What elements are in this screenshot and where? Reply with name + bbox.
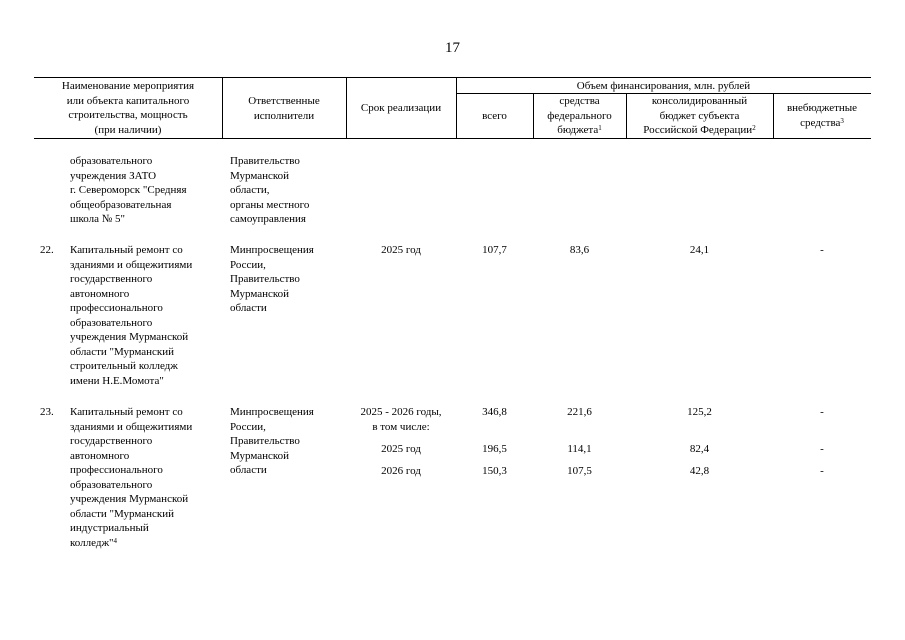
row-name-cell — [70, 243, 192, 388]
row-text: государственного — [70, 273, 153, 285]
header-text: всего — [482, 110, 507, 122]
row-text: Минпросвещения — [230, 244, 314, 256]
row-text: профессионального — [70, 302, 163, 314]
row-text: строительный колледж — [70, 360, 178, 372]
row-text: Правительство — [230, 435, 300, 447]
header-regional-cell — [626, 94, 773, 138]
row-text: школа № 5" — [70, 213, 125, 225]
header-text: Срок реализации — [360, 102, 442, 114]
row-text: имени Н.Е.Момота" — [70, 374, 164, 387]
row-text: г. Североморск "Средняя — [70, 184, 187, 196]
row-period: 2025 год — [381, 443, 421, 455]
row-text: области "Мурманский — [70, 507, 175, 520]
row-executors-cell — [230, 243, 314, 316]
header-executors-cell — [222, 94, 346, 123]
row-number: 22. — [40, 244, 54, 256]
row-text: России, — [230, 420, 266, 433]
header-text: или объекта капитального — [66, 94, 190, 107]
row-regional: 125,2 — [687, 406, 712, 418]
header-federal-cell — [533, 94, 626, 138]
row-text: образовательного — [70, 155, 153, 167]
row-text: области "Мурманский — [70, 345, 175, 358]
header-text: Российской Федерации — [643, 124, 753, 136]
row-number: 23. — [40, 406, 54, 418]
row-text: Правительство — [230, 155, 300, 167]
header-top-rule — [34, 77, 871, 78]
row-executors-cell — [230, 154, 309, 227]
row-period: 2025 год — [381, 244, 421, 256]
header-text: Ответственные — [248, 95, 320, 107]
header-name-cell — [34, 79, 222, 137]
header-text: средства — [559, 95, 600, 107]
header-text: строительства, мощность — [68, 109, 188, 121]
row-regional: 82,4 — [689, 443, 710, 455]
header-text: консолидированный — [651, 95, 748, 107]
row-text: Мурманской — [230, 169, 290, 182]
header-text: средства — [800, 116, 841, 129]
header-offbudget-cell — [773, 101, 871, 130]
row-regional: 42,8 — [689, 465, 710, 477]
row-offbudget: - — [820, 465, 824, 477]
header-text: бюджета — [557, 124, 599, 136]
row-federal: 107,5 — [567, 465, 592, 477]
row-text: России, — [230, 258, 266, 271]
header-text: внебюджетные — [786, 102, 858, 114]
row-federal: 221,6 — [567, 406, 592, 418]
row-text: Мурманской — [230, 449, 290, 462]
row-text: колледж" — [70, 536, 114, 549]
row-period: 2026 год — [381, 465, 421, 477]
row-text: государственного — [70, 435, 153, 447]
header-funding-group — [456, 79, 871, 94]
row-period — [346, 405, 456, 434]
row-text: области, — [230, 184, 270, 196]
header-text: бюджет субъекта — [659, 109, 740, 122]
row-total: 346,8 — [482, 406, 507, 418]
row-text: области — [230, 302, 267, 314]
row-name-cell — [70, 154, 187, 227]
header-text: Наименование мероприятия — [61, 80, 195, 92]
row-executors-cell — [230, 405, 314, 478]
row-name-cell — [70, 405, 192, 550]
row-text: зданиями и общежитиями — [70, 258, 193, 271]
row-text: Капитальный ремонт со — [70, 406, 183, 418]
footnote-mark: 1 — [598, 124, 602, 132]
row-text: самоуправления — [230, 213, 306, 225]
header-text: Объем финансирования, млн. рублей — [576, 80, 751, 92]
row-text: 2025 - 2026 годы, — [360, 406, 442, 418]
row-offbudget: - — [820, 244, 824, 256]
row-text: органы местного — [230, 198, 310, 211]
footnote-mark: 2 — [752, 124, 756, 132]
row-text: Мурманской — [230, 287, 290, 300]
row-text: в том числе: — [372, 420, 430, 433]
row-text: автономного — [70, 449, 130, 462]
row-text: зданиями и общежитиями — [70, 420, 193, 433]
header-text: (при наличии) — [94, 123, 162, 136]
row-offbudget: - — [820, 406, 824, 418]
row-federal: 83,6 — [569, 244, 590, 256]
footnote-mark: 3 — [840, 116, 844, 125]
row-text: Минпросвещения — [230, 406, 314, 418]
row-total: 150,3 — [482, 465, 507, 477]
header-text: исполнители — [253, 109, 315, 122]
row-text: образовательного — [70, 316, 153, 329]
header-text: федерального — [547, 109, 612, 122]
row-text: учреждения Мурманской — [70, 331, 189, 343]
row-text: автономного — [70, 287, 130, 300]
header-total-cell — [456, 109, 533, 124]
footnote-mark: 4 — [113, 536, 118, 545]
row-text: индустриальный — [70, 522, 149, 534]
row-text: учреждения Мурманской — [70, 493, 189, 505]
row-text: профессионального — [70, 464, 163, 476]
row-text: образовательного — [70, 478, 153, 491]
row-total: 196,5 — [482, 443, 507, 455]
row-text: Капитальный ремонт со — [70, 244, 183, 256]
row-text: Правительство — [230, 273, 300, 285]
page-number: 17 — [445, 40, 460, 56]
row-regional: 24,1 — [689, 244, 710, 256]
row-text: учреждения ЗАТО — [70, 169, 157, 182]
row-total: 107,7 — [482, 244, 507, 256]
row-text: области — [230, 464, 267, 476]
header-bottom-rule — [34, 138, 871, 139]
row-federal: 114,1 — [567, 443, 592, 455]
row-text: общеобразовательная — [70, 198, 172, 211]
row-offbudget: - — [820, 443, 824, 455]
header-period-cell — [346, 101, 456, 116]
